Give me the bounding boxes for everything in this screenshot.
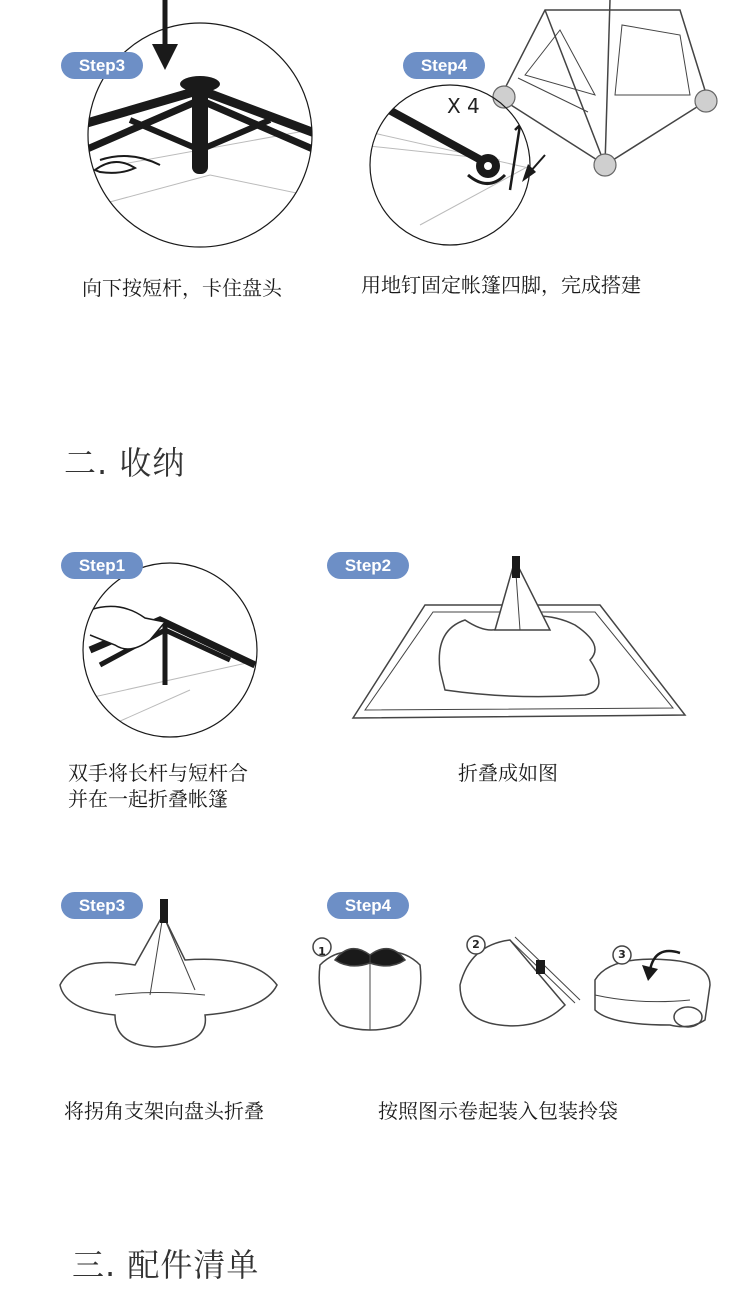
storage-step4-caption: 按照图示卷起装入包装拎袋: [378, 1099, 618, 1123]
storage-step3-illustration: [55, 895, 285, 1055]
storage-step3-caption: 将拐角支架向盘头折叠: [64, 1099, 264, 1123]
storage-step2-badge: Step2: [327, 552, 409, 579]
storage-step1-illustration: [80, 560, 260, 740]
setup-step4-badge: Step4: [403, 52, 485, 79]
setup-step3-illustration: [60, 0, 340, 260]
storage-step1-badge: Step1: [61, 552, 143, 579]
storage-step4-illustration: [310, 925, 720, 1045]
substep-3-label: 3: [618, 948, 626, 961]
setup-step3-caption: 向下按短杆，卡住盘头: [82, 276, 282, 300]
substep-1-label: 1: [318, 945, 326, 958]
parts-heading: 三. 配件清单: [72, 1246, 260, 1284]
storage-step1-caption-line2: 并在一起折叠帐篷: [68, 787, 228, 811]
storage-step2-caption: 折叠成如图: [458, 761, 558, 785]
stake-count-note: X 4: [447, 94, 480, 118]
storage-step3-badge: Step3: [61, 892, 143, 919]
substep-2-label: 2: [472, 938, 480, 951]
storage-step4-badge: Step4: [327, 892, 409, 919]
setup-step4-caption: 用地钉固定帐篷四脚，完成搭建: [361, 273, 641, 297]
setup-step4-illustration: [360, 0, 730, 260]
storage-step1-caption-line1: 双手将长杆与短杆合: [68, 761, 248, 785]
setup-step3-badge: Step3: [61, 52, 143, 79]
storage-heading: 二. 收纳: [64, 444, 186, 482]
